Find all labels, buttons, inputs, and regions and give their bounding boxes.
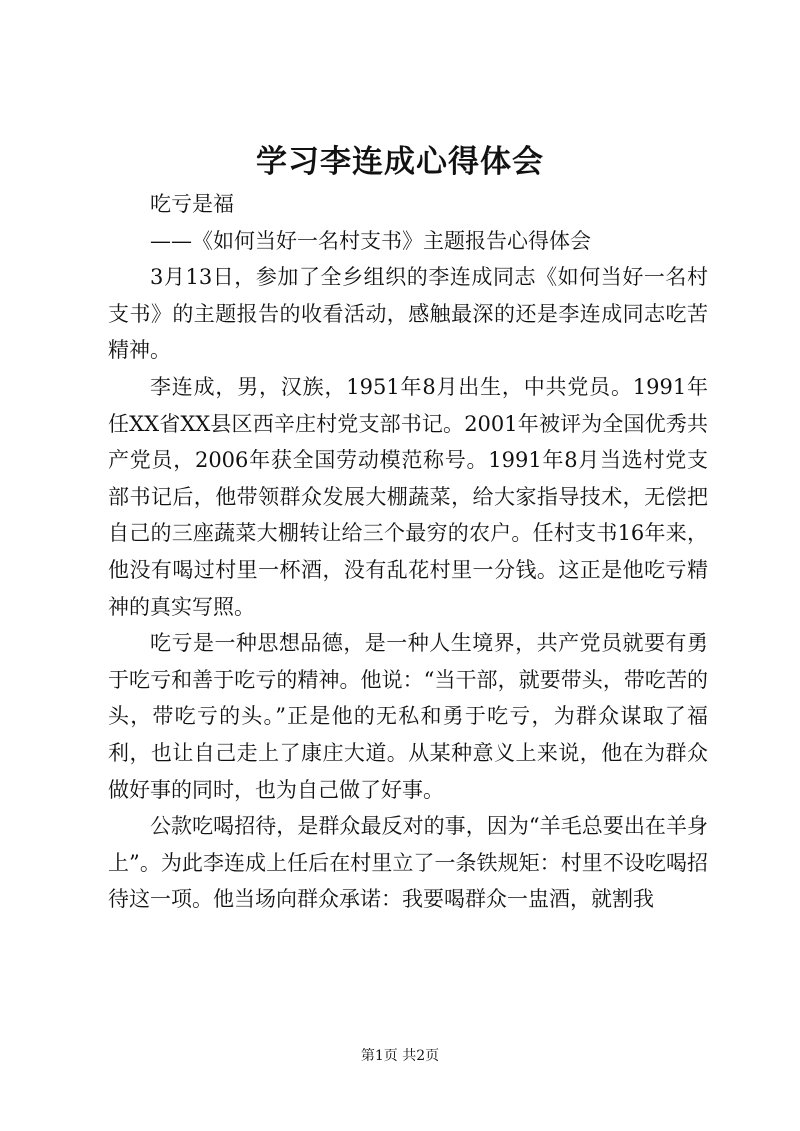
paragraph-rule: 公款吃喝招待，是群众最反对的事，因为“羊毛总要出在羊身上”。为此李连成上任后在村里立了一条铁规矩：村里不设吃喝招待这一项。他当场向群众承诺：我要喝群众一盅酒，就割我 <box>108 814 708 912</box>
page-number-footer: 第1页 共2页 <box>360 1048 440 1064</box>
paragraph-reflection: 吃亏是一种思想品德，是一种人生境界，共产党员就要有勇于吃亏和善于吃亏的精神。他说：“当干部，就要带头，带吃苦的头，带吃亏的头。”正是他的无私和勇于吃亏，为群众谋取了福利，也让自己走上了康庄大道。从某种意义上来说，他在为群众做好事的同时，也为自己做了好事。 <box>108 631 708 802</box>
subtitle-line: 吃亏是福 <box>150 192 234 216</box>
paragraph-biography: 李连成，男，汉族，1951年8月出生，中共党员。1991年任XX省XX县区西辛庄村党支部书记。2001年被评为全国优秀共产党员，2006年获全国劳动模范称号。1991年8月当选村党支部书记后，他带领群众发展大棚蔬菜，给大家指导技术，无偿把自己的三座蔬菜大棚转让给三个最穷的农户。任村支书16年来，他没有喝过村里一杯酒，没有乱花村里一分钱。这正是他吃亏精神的真实写照。 <box>108 374 708 619</box>
document-title: 学习李连成心得体会 <box>256 144 544 180</box>
paragraph-intro: 3月13日，参加了全乡组织的李连成同志《如何当好一名村支书》的主题报告的收看活动，感触最深的还是李连成同志吃苦精神。 <box>108 265 708 363</box>
subtitle-reference: ——《如何当好一名村支书》主题报告心得体会 <box>150 228 591 253</box>
document-body <box>108 186 708 918</box>
